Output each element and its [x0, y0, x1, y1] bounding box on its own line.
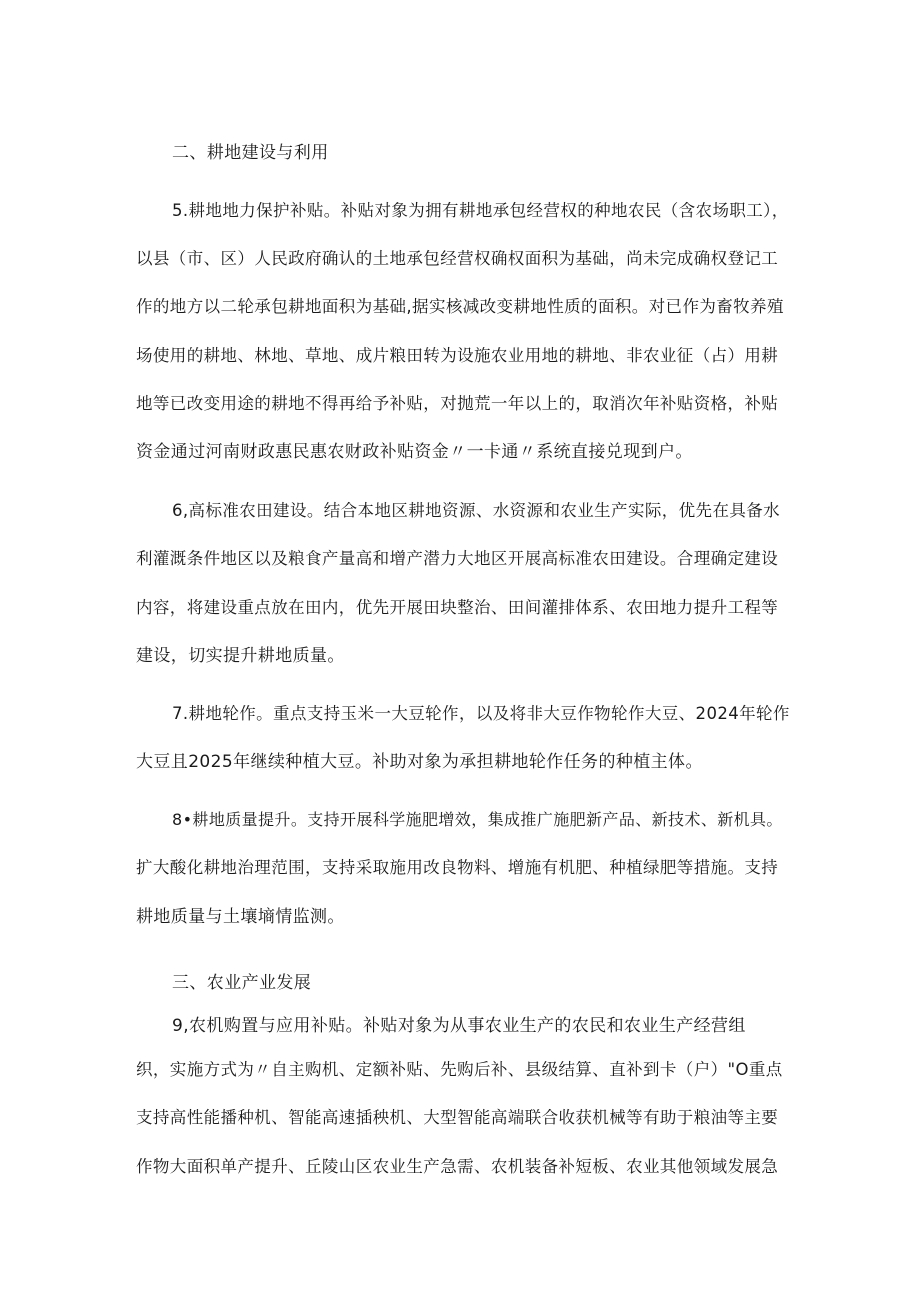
paragraph-line: 支持高性能播种机、智能高速插秧机、大型智能高端联合收获机械等有助于粮油等主要	[136, 1108, 779, 1127]
section-heading-3: 三、农业产业发展	[172, 973, 312, 993]
paragraph-line: 利灌溉条件地区以及粮食产量高和增产潜力大地区开展高标准农田建设。合理确定建设	[136, 549, 779, 568]
paragraph-line: 6,高标准农田建设。结合本地区耕地资源、水资源和农业生产实际，优先在具备水	[172, 501, 781, 520]
paragraph-line: 5.耕地地力保护补贴。补贴对象为拥有耕地承包经营权的种地农民（含农场职工），	[172, 201, 789, 220]
paragraph-line: 场使用的耕地、林地、草地、成片粮田转为设施农业用地的耕地、非农业征（占）用耕	[136, 346, 779, 365]
paragraph-line: 9,农机购置与应用补贴。补贴对象为从事农业生产的农民和农业生产经营组	[172, 1016, 746, 1036]
section-heading-2: 二、耕地建设与利用	[172, 143, 329, 163]
paragraph-line: 作物大面积单产提升、丘陵山区农业生产急需、农机装备补短板、农业其他领域发展急	[136, 1157, 779, 1176]
paragraph-line: 大豆且2025年继续种植大豆。补助对象为承担耕地轮作任务的种植主体。	[136, 752, 703, 772]
paragraph-line: 地等已改变用途的耕地不得再给予补贴，对抛荒一年以上的，取消次年补贴资格，补贴	[136, 394, 779, 413]
paragraph-line: 内容，将建设重点放在田内，优先开展田块整治、田间灌排体系、农田地力提升工程等	[136, 598, 779, 617]
paragraph-line: 以县（市、区）人民政府确认的土地承包经营权确权面积为基础，尚未完成确权登记工	[136, 249, 779, 268]
paragraph-line: 7.耕地轮作。重点支持玉米一大豆轮作，以及将非大豆作物轮作大豆、2024年轮作	[172, 704, 790, 723]
paragraph-line: 资金通过河南财政惠民惠农财政补贴资金〃一卡通〃系统直接兑现到户。	[136, 442, 693, 462]
paragraph-line: 8•耕地质量提升。支持开展科学施肥增效，集成推广施肥新产品、新技术、新机具。	[172, 810, 783, 829]
paragraph-line: 耕地质量与土壤墒情监测。	[136, 907, 345, 927]
paragraph-line: 织，实施方式为〃自主购机、定额补贴、先购后补、县级结算、直补到卡（户）"O重点	[136, 1060, 783, 1079]
paragraph-line: 作的地方以二轮承包耕地面积为基础,据实核减改变耕地性质的面积。对已作为畜牧养殖	[136, 297, 784, 316]
paragraph-line: 建设，切实提升耕地质量。	[136, 646, 345, 666]
paragraph-line: 扩大酸化耕地治理范围，支持采取施用改良物料、增施有机肥、种植绿肥等措施。支持	[136, 858, 779, 877]
